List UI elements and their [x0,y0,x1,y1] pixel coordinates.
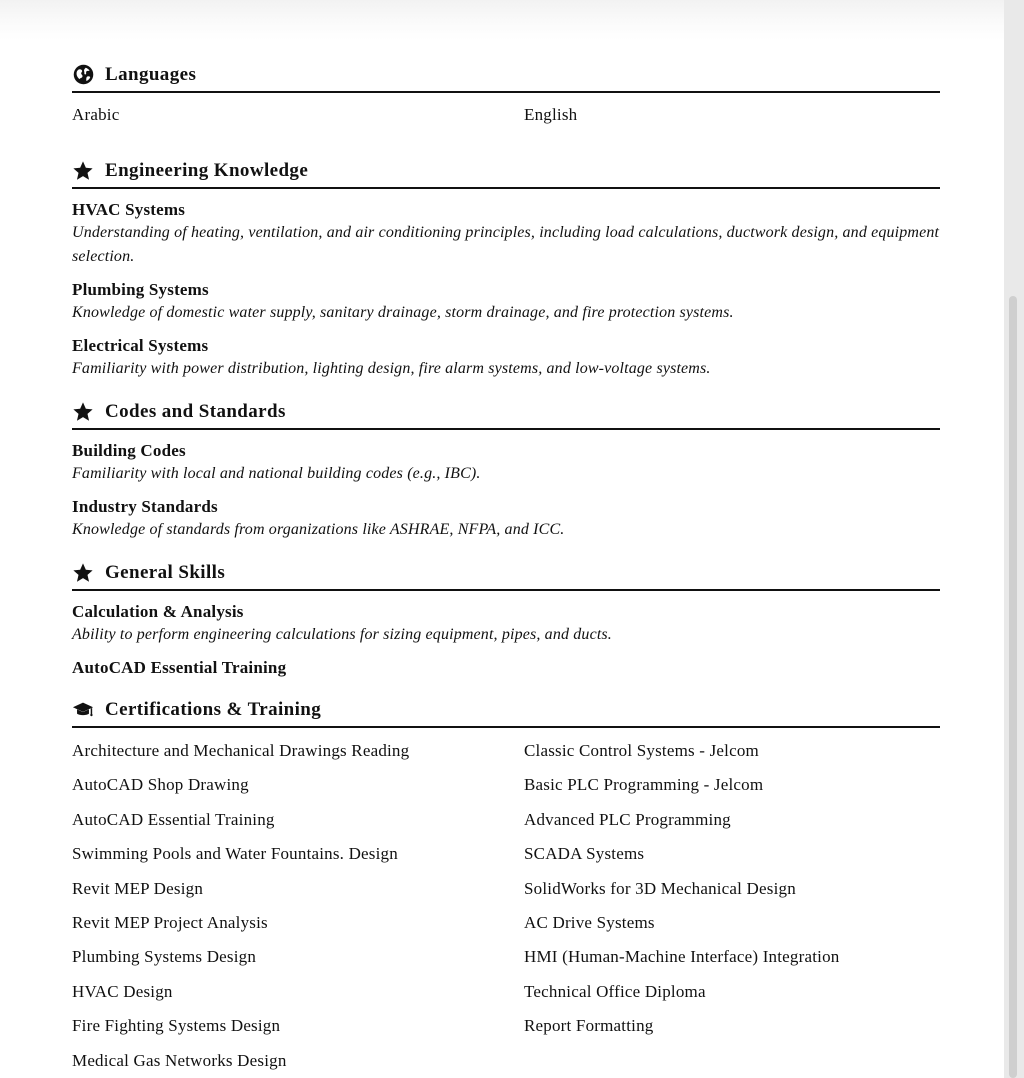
graduation-cap-icon [72,699,94,721]
languages-header [72,58,940,93]
skill-title: HVAC Systems [72,200,186,219]
certifications-list [72,728,940,1078]
languages-list [72,93,940,140]
skill-entry [72,199,940,269]
certification-item: Revit MEP Project Analysis [72,913,268,933]
skill-title: Industry Standards [72,497,218,516]
certification-item: AutoCAD Essential Training [72,809,275,829]
certification-item: Architecture and Mechanical Drawings Reading [72,741,410,760]
certifications-section [72,693,940,1078]
certification-item: HVAC Design [72,981,173,1001]
resume-document [72,58,940,1078]
engineering-knowledge-header [72,154,940,189]
certification-item: AutoCAD Shop Drawing [72,775,249,795]
languages-title: Languages [105,63,197,85]
certifications-left-column [72,734,524,1078]
language-item: Arabic [72,105,120,124]
skill-title: AutoCAD Essential Training [72,658,287,677]
top-shadow [0,0,1012,40]
language-item: English [524,105,578,124]
certification-item: Fire Fighting Systems Design [72,1016,281,1036]
engineering-knowledge-title: Engineering Knowledge [105,159,309,181]
globe-icon [72,64,94,86]
certifications-title: Certifications & Training [105,698,322,720]
skill-title: Building Codes [72,441,186,460]
certification-item: Technical Office Diploma [524,981,706,1001]
certifications-header [72,693,940,728]
certification-item: Medical Gas Networks Design [72,1050,287,1070]
certification-item: Classic Control Systems - Jelcom [524,741,759,760]
certification-item: AC Drive Systems [524,913,655,933]
skill-description: Familiarity with power distribution, lighting design, fire alarm systems, and low-voltage systems. [72,360,711,377]
certification-item: Advanced PLC Programming [524,809,731,829]
certification-item: SCADA Systems [524,844,645,864]
codes-standards-section [72,395,940,542]
skill-entry [72,657,940,679]
skill-entry [72,601,940,647]
scrollbar-thumb[interactable] [1009,296,1017,1078]
certification-item: Plumbing Systems Design [72,947,257,967]
skill-title: Electrical Systems [72,336,209,355]
general-skills-section [72,556,940,679]
general-skills-title: General Skills [105,561,226,583]
codes-standards-header [72,395,940,430]
skill-description: Knowledge of standards from organizations like ASHRAE, NFPA, and ICC. [72,521,565,538]
skill-entry [72,440,940,486]
star-icon [72,562,94,584]
certification-item: Basic PLC Programming - Jelcom [524,775,764,795]
star-icon [72,160,94,182]
certification-item: HMI (Human-Machine Interface) Integration [524,947,840,967]
languages-section [72,58,940,140]
certification-item: SolidWorks for 3D Mechanical Design [524,878,796,898]
skill-entry [72,335,940,381]
skill-entry [72,496,940,542]
skill-description: Ability to perform engineering calculations for sizing equipment, pipes, and ducts. [72,626,612,643]
engineering-knowledge-section [72,154,940,381]
certification-item: Report Formatting [524,1016,654,1036]
certifications-right-column [524,734,940,1078]
skill-description: Understanding of heating, ventilation, and air conditioning principles, including load calculations, ductwork design, and equipment selection. [72,224,940,265]
certification-item: Revit MEP Design [72,878,204,898]
skill-title: Calculation & Analysis [72,602,244,621]
star-icon [72,401,94,423]
general-skills-header [72,556,940,591]
certification-item: Swimming Pools and Water Fountains. Design [72,844,398,864]
codes-standards-title: Codes and Standards [105,400,286,422]
skill-description: Familiarity with local and national building codes (e.g., IBC). [72,465,481,482]
skill-title: Plumbing Systems [72,280,209,299]
skill-description: Knowledge of domestic water supply, sanitary drainage, storm drainage, and fire protection systems. [72,304,734,321]
skill-entry [72,279,940,325]
